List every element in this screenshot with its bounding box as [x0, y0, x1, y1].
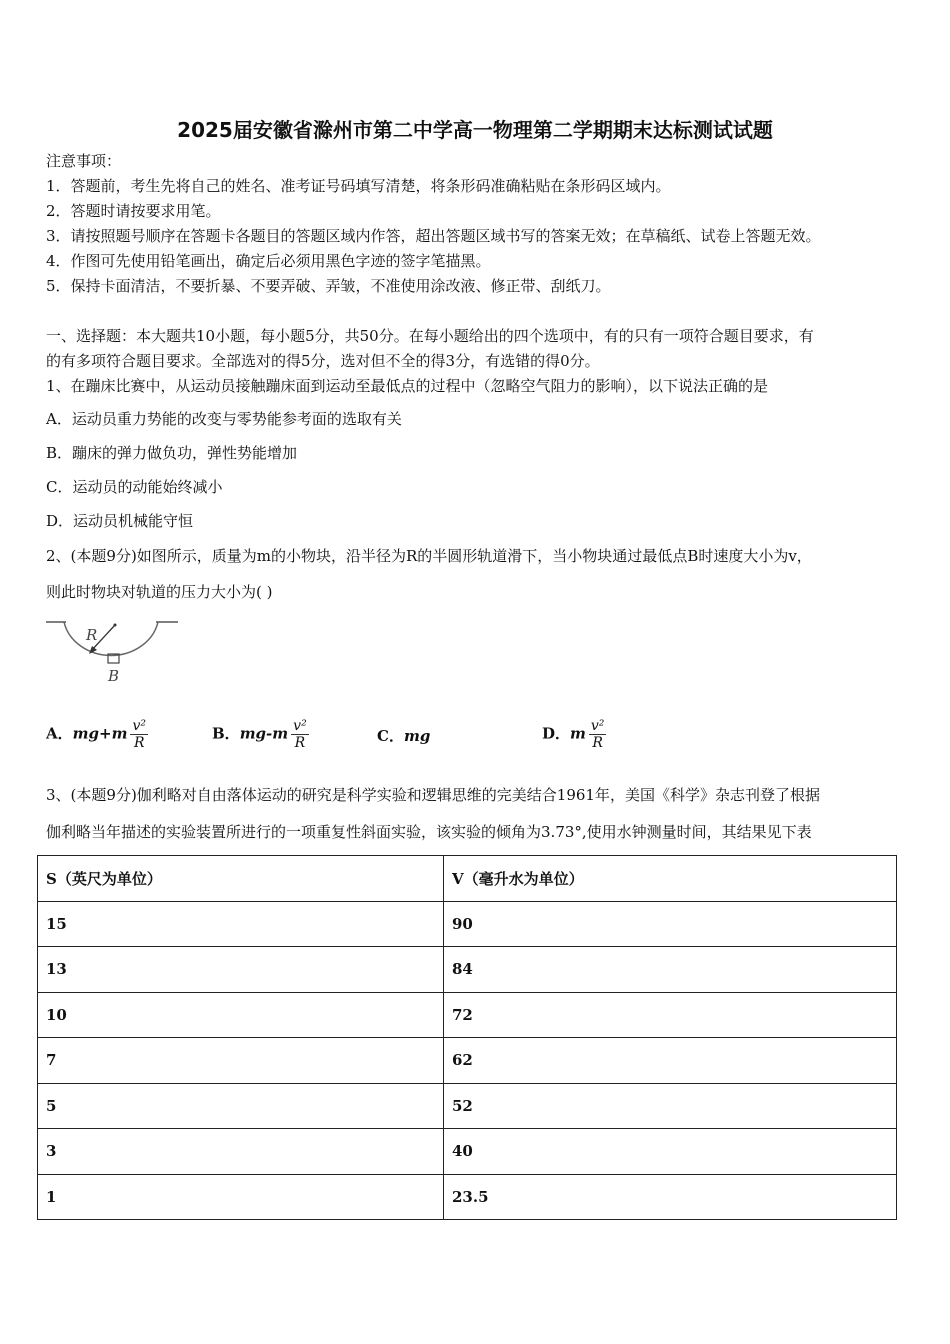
- table-row: [38, 1038, 897, 1084]
- cell-v: 23.5: [444, 1174, 897, 1220]
- cell-v: 62: [444, 1038, 897, 1084]
- notice-item: 1．答题前，考生先将自己的姓名、准考证号码填写清楚，将条形码准确粘贴在条形码区域内。: [46, 177, 671, 195]
- cell-s: 1: [38, 1174, 444, 1220]
- cell-s: 7: [38, 1038, 444, 1084]
- notice-item: 3．请按照题号顺序在答题卡各题目的答题区域内作答，超出答题区域书写的答案无效；在草稿纸、试卷上答题无效。: [46, 227, 821, 245]
- table-header-row: [38, 856, 897, 902]
- table-row: [38, 1129, 897, 1175]
- cell-v: 90: [444, 901, 897, 947]
- notice-heading: 注意事项：: [46, 152, 122, 170]
- cell-v: 72: [444, 992, 897, 1038]
- page-title: 2025届安徽省滁州市第二中学高一物理第二学期期末达标测试试题: [177, 118, 773, 142]
- section-instructions: 的有多项符合题目要求。全部选对的得5分，选对但不全的得3分，有选错的得0分。: [46, 352, 600, 370]
- q1-option-d: D．运动员机械能守恒: [46, 512, 194, 530]
- cell-s: 5: [38, 1083, 444, 1129]
- cell-v: 52: [444, 1083, 897, 1129]
- semicircle-track-figure: [44, 615, 184, 685]
- cell-s: 3: [38, 1129, 444, 1175]
- q1-stem: 1、在蹦床比赛中，从运动员接触蹦床面到运动至最低点的过程中（忽略空气阻力的影响），以下说法正确的是: [46, 377, 769, 395]
- q3-stem: 3、(本题9分)伽利略对自由落体运动的研究是科学实验和逻辑思维的完美结合1961年，美国《科学》杂志刊登了根据: [46, 786, 820, 804]
- data-table: [37, 855, 897, 1220]
- notice-item: 5．保持卡面清洁，不要折暴、不要弄破、弄皱，不准使用涂改液、修正带、刮纸刀。: [46, 277, 611, 295]
- table-row: [38, 992, 897, 1038]
- table-row: [38, 1083, 897, 1129]
- header-v: V（毫升水为单位）: [444, 856, 897, 902]
- notice-item: 2．答题时请按要求用笔。: [46, 202, 221, 220]
- q2-option-a: A．mg+m $\frac{\text{v²}}{R}$: [46, 718, 146, 751]
- cell-s: 10: [38, 992, 444, 1038]
- notice-item: 4．作图可先使用铅笔画出，确定后必须用黑色字迹的签字笔描黑。: [46, 252, 491, 270]
- cell-v: 40: [444, 1129, 897, 1175]
- q2-stem: 2、(本题9分)如图所示，质量为m的小物块，沿半径为R的半圆形轨道滑下，当小物块通过最低点B时速度大小为v，: [46, 547, 812, 565]
- table-row: [38, 1174, 897, 1220]
- header-s: S（英尺为单位）: [38, 856, 444, 902]
- q2-option-b: B．mg-m $\frac{\text{v²}}{R}$: [212, 718, 307, 751]
- cell-v: 84: [444, 947, 897, 993]
- radius-label: R: [86, 626, 98, 644]
- point-b-label: B: [108, 667, 120, 685]
- table-row: [38, 901, 897, 947]
- q1-option-c: C．运动员的动能始终减小: [46, 478, 223, 496]
- section-instructions: 一、选择题：本大题共10小题，每小题5分，共50分。在每小题给出的四个选项中，有的只有一项符合题目要求，有: [46, 327, 814, 345]
- q2-option-d: D．m $\frac{\text{v²}}{R}$: [542, 718, 605, 751]
- q3-stem: 伽利略当年描述的实验装置所进行的一项重复性斜面实验，该实验的倾角为3.73°,使用水钟测量时间，其结果见下表: [46, 823, 812, 841]
- table-row: [38, 947, 897, 993]
- cell-s: 15: [38, 901, 444, 947]
- q2-option-c: C．mg: [377, 727, 431, 745]
- cell-s: 13: [38, 947, 444, 993]
- q1-option-b: B．蹦床的弹力做负功，弹性势能增加: [46, 444, 298, 462]
- q2-stem: 则此时物块对轨道的压力大小为( ): [46, 583, 273, 601]
- q1-option-a: A．运动员重力势能的改变与零势能参考面的选取有关: [46, 410, 402, 428]
